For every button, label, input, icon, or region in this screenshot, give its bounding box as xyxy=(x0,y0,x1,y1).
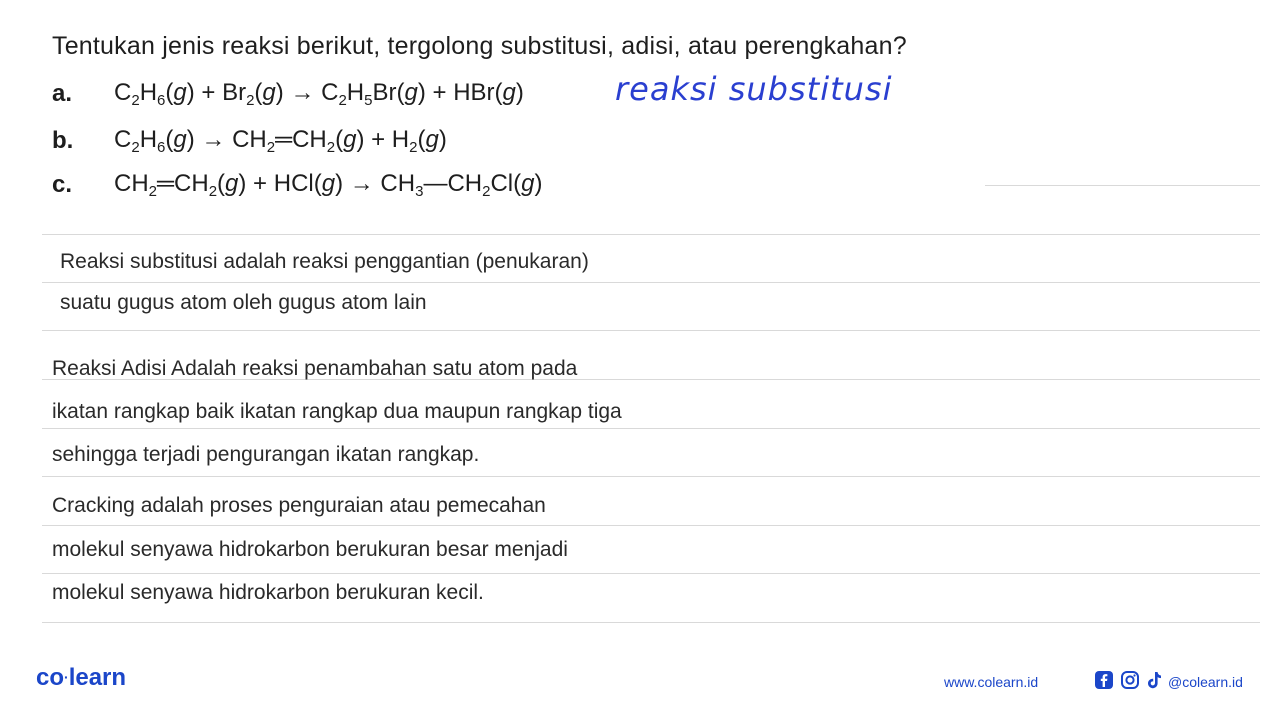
note-adisi-3: sehingga terjadi pengurangan ikatan rangkap. xyxy=(52,443,480,466)
divider-short xyxy=(985,185,1260,186)
note-adisi-2: ikatan rangkap baik ikatan rangkap dua maupun rangkap tiga xyxy=(52,400,622,423)
question-text: Tentukan jenis reaksi berikut, tergolong substitusi, adisi, atau perengkahan? xyxy=(52,32,907,60)
social-handle[interactable]: @colearn.id xyxy=(1168,674,1243,690)
facebook-icon[interactable] xyxy=(1094,670,1114,690)
note-adisi-1: Reaksi Adisi Adalah reaksi penambahan satu atom pada xyxy=(52,357,578,380)
tiktok-icon[interactable] xyxy=(1144,670,1164,690)
logo-left: co xyxy=(36,664,65,691)
logo-dot: · xyxy=(64,669,69,685)
option-b-letter: b. xyxy=(52,127,74,154)
option-a-equation: $C_2H_6(g) + Br_2(g) \to C_2H_5Br(g) + HBr(g)$ xyxy=(114,79,524,109)
handwritten-answer: reaksi substitusi xyxy=(615,70,893,108)
note-substitusi-2: suatu gugus atom oleh gugus atom lain xyxy=(60,291,427,314)
rule-line xyxy=(42,622,1260,623)
option-c-letter: c. xyxy=(52,171,73,198)
option-a-letter: a. xyxy=(52,80,73,107)
instagram-icon[interactable] xyxy=(1120,670,1140,690)
note-substitusi-1: Reaksi substitusi adalah reaksi penggantian (penukaran) xyxy=(60,250,589,273)
note-cracking-1: Cracking adalah proses penguraian atau pemecahan xyxy=(52,494,546,517)
option-c-equation: $CH_2═CH_2(g) + HCl(g)$ → $CH_3—CH_2Cl(g)$ xyxy=(114,170,543,200)
note-cracking-2: molekul senyawa hidrokarbon berukuran besar menjadi xyxy=(52,538,568,561)
website-link[interactable]: www.colearn.id xyxy=(944,674,1039,690)
logo-right: learn xyxy=(68,664,127,691)
colearn-logo[interactable] xyxy=(36,664,126,692)
option-b-equation: $C_2H_6(g)$ → $CH_2═CH_2(g) + H_2(g)$ xyxy=(114,126,447,156)
note-cracking-3: molekul senyawa hidrokarbon berukuran kecil. xyxy=(52,581,484,604)
